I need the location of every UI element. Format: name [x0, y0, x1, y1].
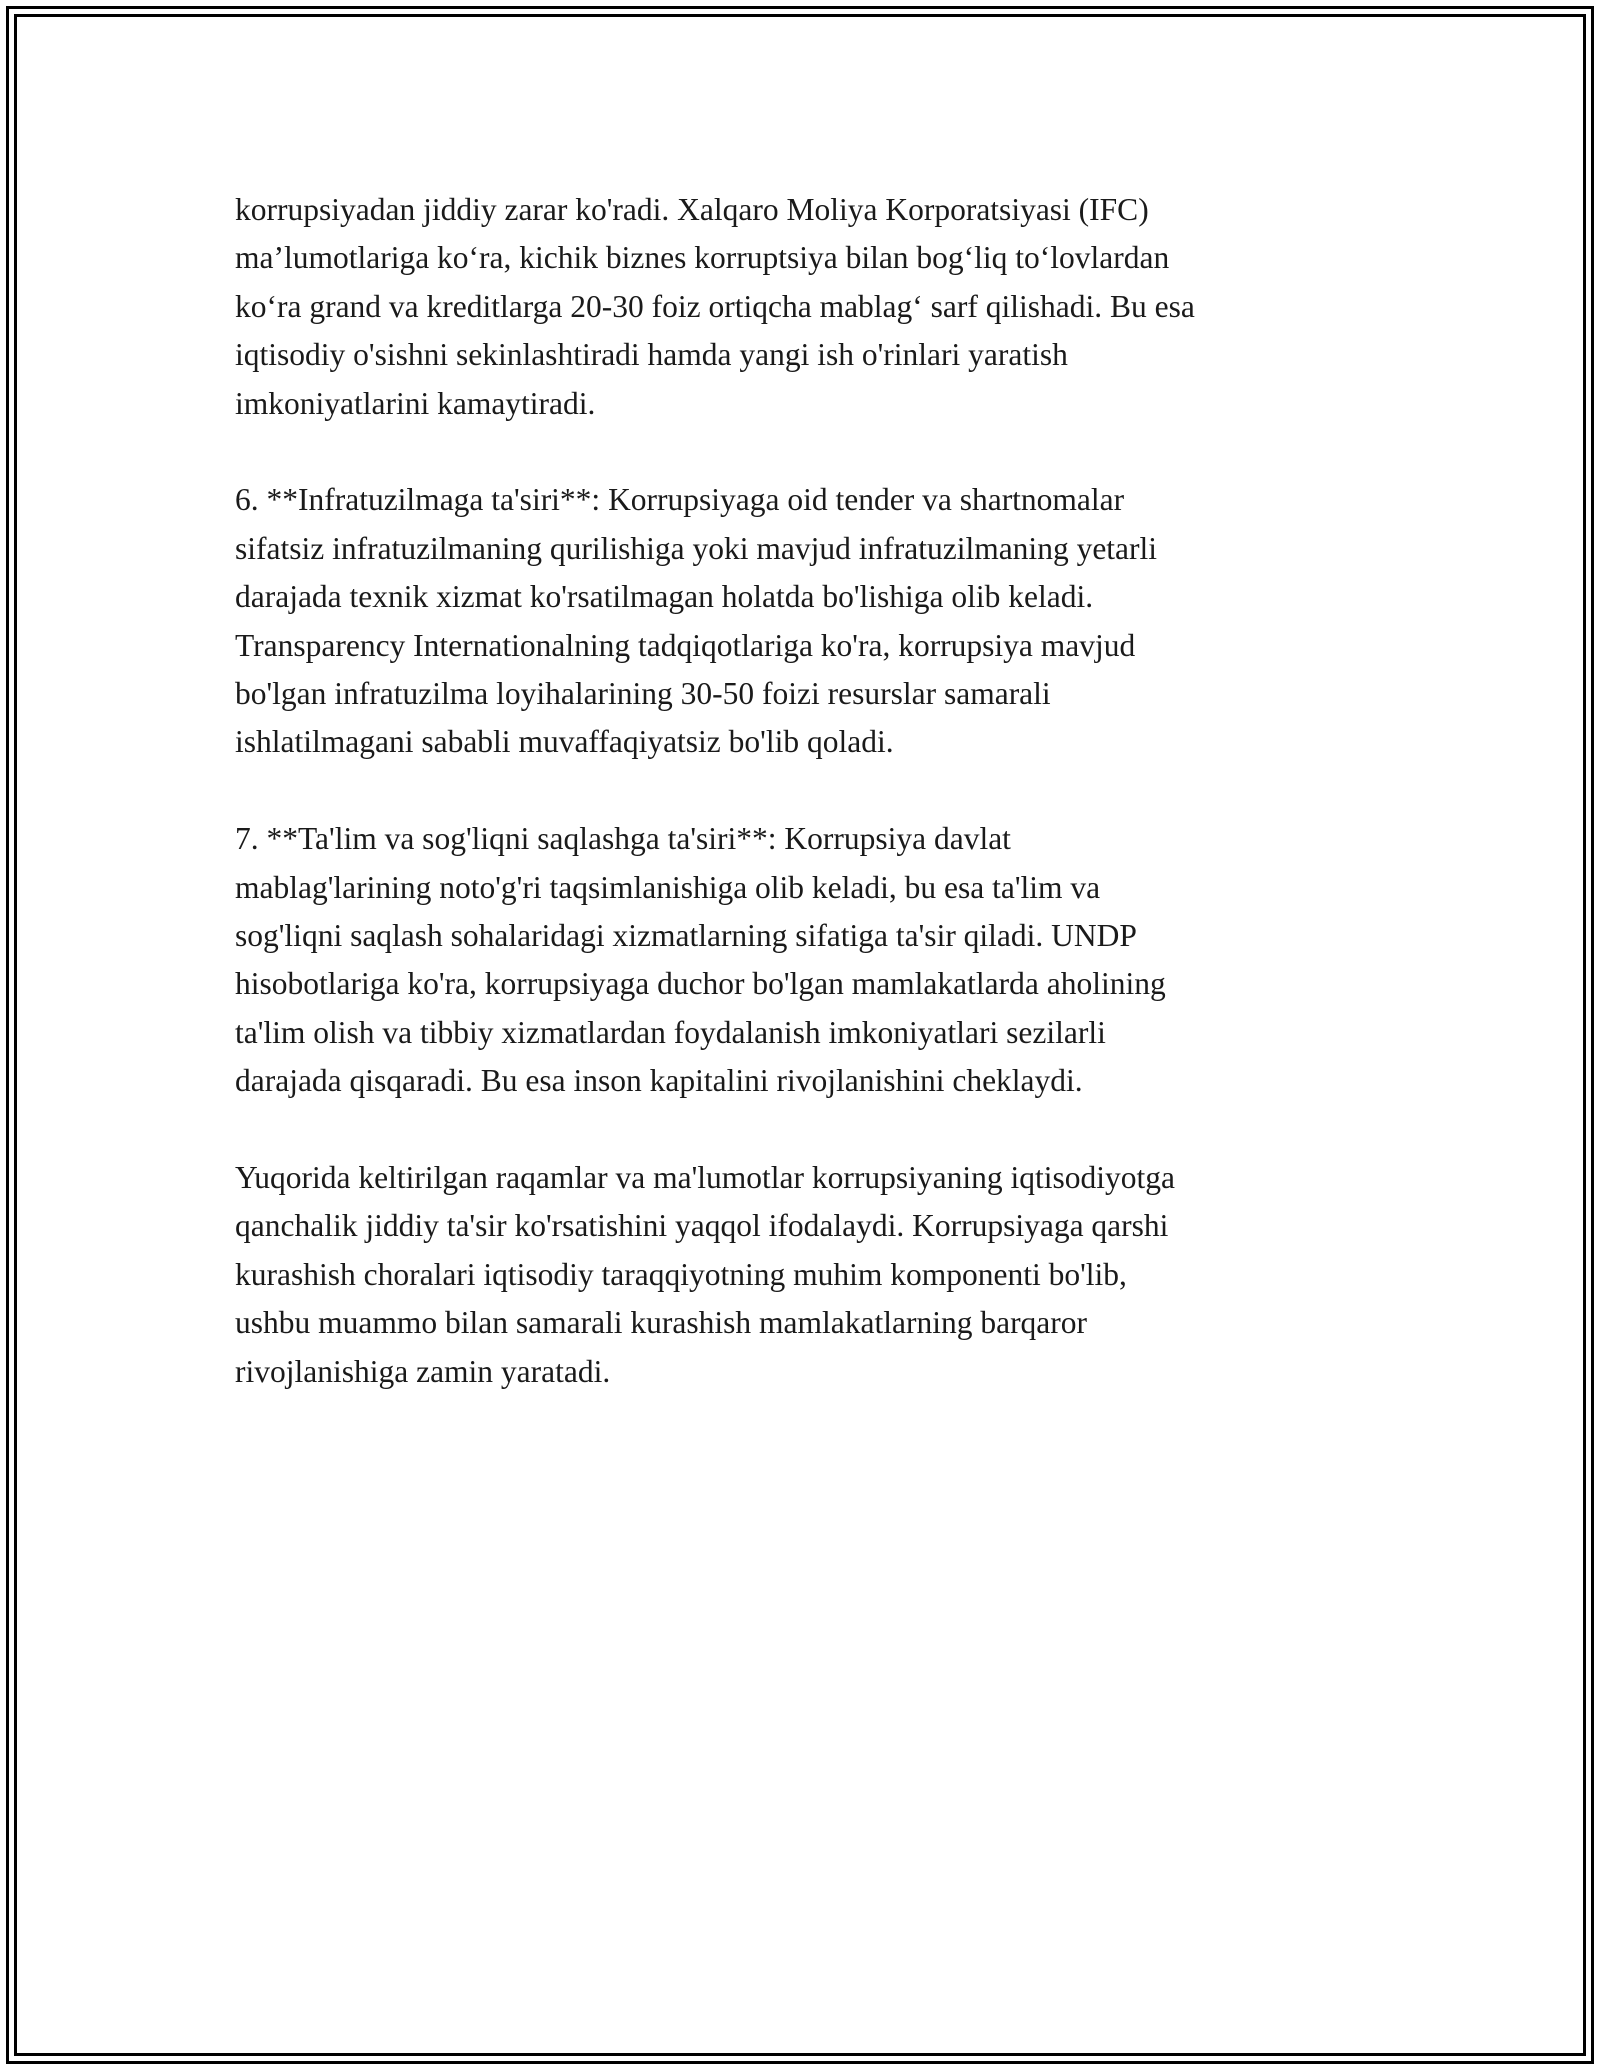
text-line: hisobotlariga ko'ra, korrupsiyaga duchor bo'lgan mamlakatlarda aholining: [235, 966, 1166, 1002]
text-line: ishlatilmagani sababli muvaffaqiyatsiz bo'lib qoladi.: [235, 724, 894, 760]
text-line: sog'liqni saqlash sohalaridagi xizmatlarning sifatiga ta'sir qiladi. UNDP: [235, 918, 1137, 954]
paragraph-education-health: [235, 815, 1385, 1105]
text-line: 6. **Infratuzilmaga ta'siri**: Korrupsiyaga oid tender va shartnomalar: [235, 482, 1125, 518]
text-line: kurashish choralari iqtisodiy taraqqiyotning muhim komponenti bo'lib,: [235, 1256, 1127, 1292]
text-line: ko‘ra grand va kreditlarga 20-30 foiz ortiqcha mablag‘ sarf qilishadi. Bu esa: [235, 288, 1195, 324]
text-line: ta'lim olish va tibbiy xizmatlardan foydalanish imkoniyatlari sezilarli: [235, 1014, 1106, 1050]
text-line: darajada texnik xizmat ko'rsatilmagan holatda bo'lishiga olib keladi.: [235, 579, 1094, 615]
text-line: mablag'larining noto'g'ri taqsimlanishiga olib keladi, bu esa ta'lim va: [235, 869, 1101, 905]
text-line: ma’lumotlariga ko‘ra, kichik biznes korruptsiya bilan bog‘liq to‘lovlardan: [235, 240, 1170, 276]
text-line: iqtisodiy o'sishni sekinlashtiradi hamda yangi ish o'rinlari yaratish: [235, 337, 1068, 373]
document-body: [235, 186, 1385, 1445]
text-line: bo'lgan infratuzilma loyihalarining 30-50 foizi resurslar samarali: [235, 676, 1051, 712]
text-line: ushbu muammo bilan samarali kurashish mamlakatlarning barqaror: [235, 1305, 1088, 1341]
text-line: Transparency Internationalning tadqiqotlariga ko'ra, korrupsiya mavjud: [235, 627, 1136, 663]
text-line: 7. **Ta'lim va sog'liqni saqlashga ta'siri**: Korrupsiya davlat: [235, 821, 1011, 857]
paragraph-intro-continuation: [235, 186, 1385, 428]
paragraph-conclusion: [235, 1154, 1385, 1396]
text-line: imkoniyatlarini kamaytiradi.: [235, 385, 596, 421]
text-line: rivojlanishiga zamin yaratadi.: [235, 1353, 611, 1389]
text-line: sifatsiz infratuzilmaning qurilishiga yoki mavjud infratuzilmaning yetarli: [235, 530, 1158, 566]
text-line: qanchalik jiddiy ta'sir ko'rsatishini yaqqol ifodalaydi. Korrupsiyaga qarshi: [235, 1208, 1169, 1244]
text-line: Yuqorida keltirilgan raqamlar va ma'lumotlar korrupsiyaning iqtisodiyotga: [235, 1160, 1175, 1196]
paragraph-infrastructure: [235, 476, 1385, 766]
text-line: korrupsiyadan jiddiy zarar ko'radi. Xalqaro Moliya Korporatsiyasi (IFC): [235, 192, 1149, 227]
text-line: darajada qisqaradi. Bu esa inson kapitalini rivojlanishini cheklaydi.: [235, 1063, 1083, 1099]
